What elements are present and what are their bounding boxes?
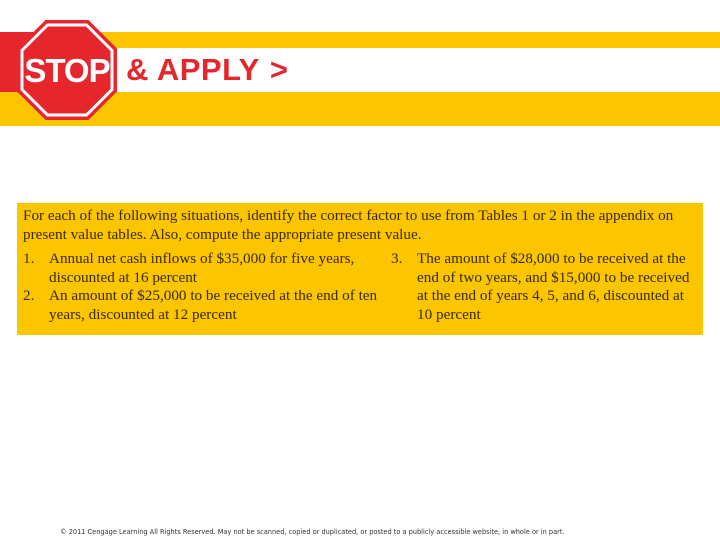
exercise-items — [23, 250, 697, 324]
chevron-right-icon: > — [269, 52, 289, 87]
items-right-column — [383, 250, 697, 324]
list-item — [391, 250, 697, 324]
apply-title — [126, 52, 288, 88]
list-item — [23, 287, 383, 324]
item-text: The amount of $28,000 to be received at the end of two years, and $15,000 to be received at the end of years 4, 5, and 6, discounted at 10 percent — [417, 250, 690, 323]
stop-label: STOP — [24, 52, 110, 89]
item-text: Annual net cash inflows of $35,000 for five years, discounted at 16 percent — [49, 250, 355, 286]
items-left-column — [23, 250, 383, 324]
list-item — [23, 250, 383, 287]
item-text: An amount of $25,000 to be received at the end of ten years, discounted at 12 percent — [49, 287, 378, 323]
stop-sign-logo — [15, 18, 119, 122]
item-number: 3. — [391, 250, 403, 267]
exercise-intro: For each of the following situations, identify the correct factor to use from Tables 1 or 2 in the appendix on present value tables. Also, compute the appropriate present value. — [23, 207, 674, 243]
copyright-footer: © 2011 Cengage Learning All Rights Reserved. May not be scanned, copied or duplicated, or posted to a publicly accessible website, in whole or in part. — [60, 528, 565, 536]
exercise-box — [17, 203, 703, 335]
item-number: 1. — [23, 250, 35, 267]
item-number: 2. — [23, 287, 35, 304]
apply-label: & APPLY — [126, 52, 260, 87]
